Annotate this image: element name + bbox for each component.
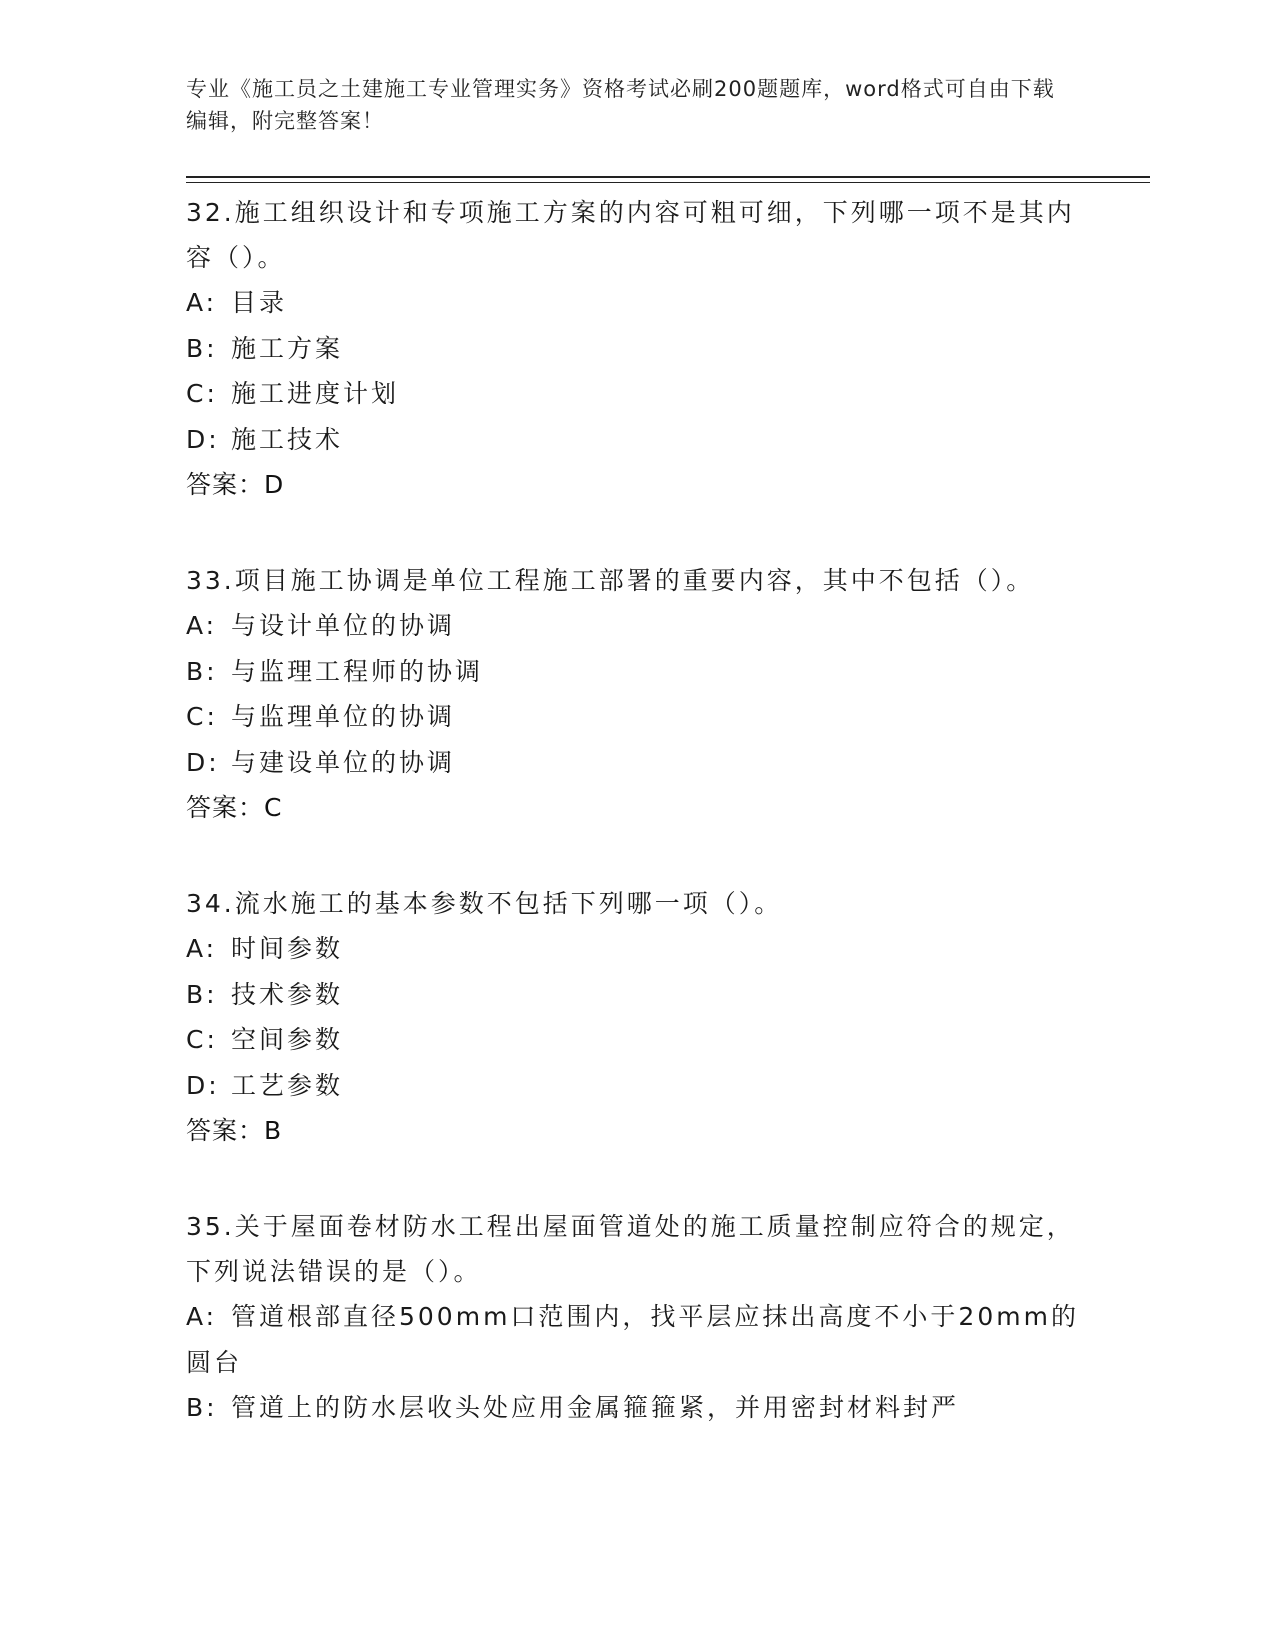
option-b: [186, 649, 1086, 695]
answer-value: B: [264, 1116, 283, 1145]
option-text: 与设计单位的协调: [231, 611, 456, 640]
option-text: 施工技术: [231, 424, 344, 454]
option-text: 管道根部直径500mm口范围内，找平层应抹出高度不小于20mm的圆台: [186, 1302, 1079, 1377]
option-letter: B:: [186, 979, 218, 1009]
option-d: [186, 740, 1086, 786]
option-letter: B:: [186, 1393, 218, 1422]
header-rule-thin: [186, 182, 1150, 183]
option-letter: C:: [186, 702, 218, 731]
answer-value: C: [264, 793, 283, 822]
question-32: [186, 190, 1086, 507]
option-letter: A:: [186, 288, 218, 317]
option-d: [186, 1063, 1086, 1109]
option-letter: B:: [186, 333, 218, 363]
option-c: [186, 371, 1086, 417]
question-gap: [186, 507, 1086, 558]
option-text: 技术参数: [231, 979, 344, 1009]
question-gap: [186, 830, 1086, 881]
option-d: [186, 417, 1086, 463]
answer-label: 答案：: [186, 1116, 265, 1145]
answer-line: [186, 462, 1086, 507]
option-letter: A:: [186, 934, 218, 963]
option-letter: A:: [186, 611, 218, 640]
option-b: [186, 326, 1086, 372]
option-letter: D:: [186, 1070, 220, 1100]
option-text: 施工进度计划: [231, 379, 400, 408]
option-text: 工艺参数: [231, 1070, 344, 1100]
answer-label: 答案：: [186, 793, 265, 822]
option-a: [186, 1294, 1086, 1385]
option-letter: A:: [186, 1302, 218, 1331]
option-letter: D:: [186, 424, 220, 454]
option-letter: C:: [186, 379, 218, 408]
option-text: 空间参数: [231, 1025, 344, 1054]
option-a: [186, 926, 1086, 972]
option-text: 与监理工程师的协调: [231, 656, 484, 686]
option-c: [186, 694, 1086, 740]
question-stem: 34.流水施工的基本参数不包括下列哪一项（）。: [186, 889, 783, 918]
option-b: [186, 972, 1086, 1018]
option-text: 目录: [231, 288, 288, 317]
question-stem: 33.项目施工协调是单位工程施工部署的重要内容，其中不包括（）。: [186, 566, 1035, 595]
option-a: [186, 280, 1086, 326]
option-letter: D:: [186, 747, 220, 777]
option-text: 管道上的防水层收头处应用金属箍箍紧，并用密封材料封严: [231, 1393, 960, 1422]
answer-line: [186, 785, 1086, 830]
question-list: [186, 190, 1086, 1431]
option-text: 时间参数: [231, 934, 344, 963]
option-a: [186, 603, 1086, 649]
option-b: [186, 1385, 1086, 1431]
document-header: 专业《施工员之土建施工专业管理实务》资格考试必刷200题题库，word格式可自由下载编辑，附完整答案！: [186, 77, 1055, 133]
question-gap: [186, 1153, 1086, 1204]
question-35: [186, 1204, 1086, 1431]
option-letter: B:: [186, 656, 218, 686]
answer-value: D: [264, 470, 285, 499]
option-text: 与建设单位的协调: [231, 747, 456, 777]
answer-line: [186, 1108, 1086, 1153]
option-text: 与监理单位的协调: [231, 702, 456, 731]
header-rule-thick: [186, 176, 1150, 178]
option-text: 施工方案: [231, 333, 344, 363]
question-34: [186, 881, 1086, 1153]
option-c: [186, 1017, 1086, 1063]
question-stem: 35.关于屋面卷材防水工程出屋面管道处的施工质量控制应符合的规定，下列说法错误的是（）。: [186, 1212, 1075, 1286]
option-letter: C:: [186, 1025, 218, 1054]
answer-label: 答案：: [186, 470, 265, 499]
question-33: [186, 558, 1086, 830]
question-stem: 32.施工组织设计和专项施工方案的内容可粗可细，下列哪一项不是其内容（）。: [186, 198, 1075, 272]
